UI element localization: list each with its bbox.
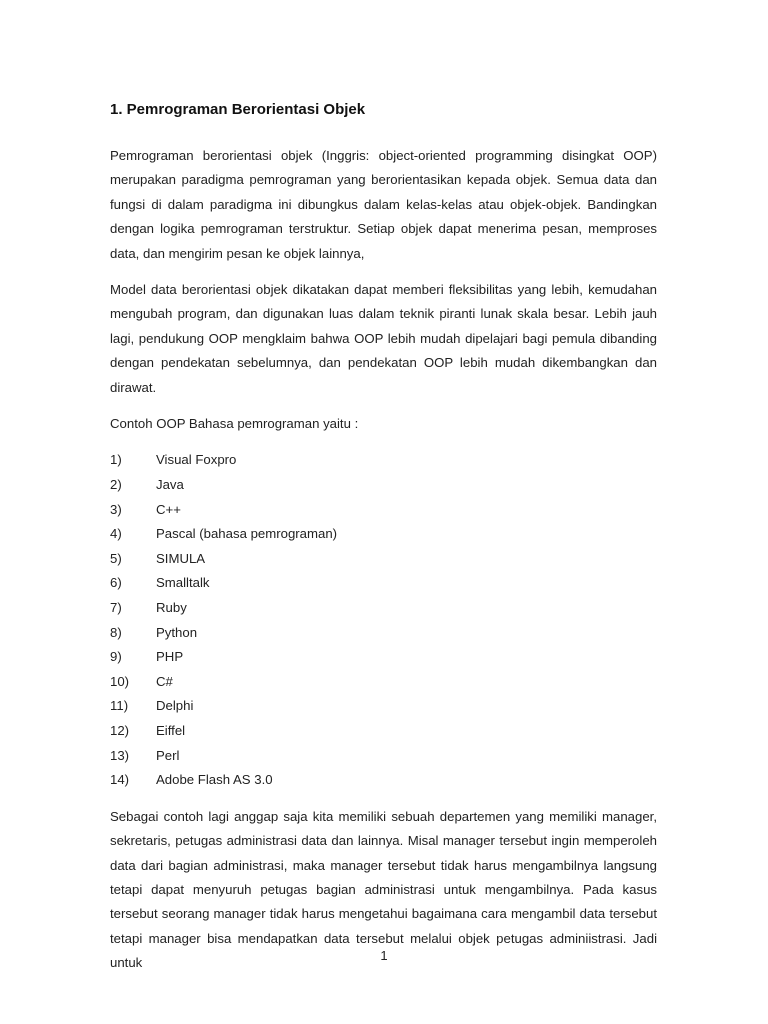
- list-item-text: Ruby: [156, 600, 187, 616]
- list-item-text: PHP: [156, 649, 184, 665]
- paragraph-examples-intro: Contoh OOP Bahasa pemrograman yaitu :: [110, 416, 359, 432]
- list-item-text: SIMULA: [156, 550, 206, 566]
- list-item: 12) Eiffel: [110, 719, 657, 744]
- list-item-text: Delphi: [156, 698, 194, 714]
- language-list: [110, 448, 657, 792]
- page-number: 1: [380, 948, 388, 963]
- list-item: 4) Pascal (bahasa pemrograman): [110, 522, 657, 547]
- paragraph-model: Model data berorientasi objek dikatakan dapat memberi fleksibilitas yang lebih, kemudahan mengubah program, dan digunakan luas dalam teknik piranti lunak skala besar. Lebih jauh lagi, pendukung OOP mengklaim bahwa OOP lebih mudah dipelajari bagi pemula dibanding dengan pendekatan sebelumnya, dan pendekatan OOP lebih mudah dikembangkan dan dirawat.: [110, 282, 657, 395]
- list-item: 13) Perl: [110, 744, 657, 769]
- list-item-text: Python: [156, 624, 198, 640]
- list-item-text: Eiffel: [156, 723, 186, 738]
- list-item: 5) SIMULA: [110, 547, 657, 572]
- list-item-text: C#: [156, 673, 173, 689]
- list-item: 3) C++: [110, 498, 657, 523]
- list-item: 2) Java: [110, 473, 657, 498]
- list-item: 1) Visual Foxpro: [110, 448, 657, 473]
- paragraph-example-department: Sebagai contoh lagi anggap saja kita memiliki sebuah departemen yang memiliki manager, sekretaris, petugas administrasi data dan lainnya. Misal manager tersebut ingin memperoleh data dari bagian administrasi, maka manager tersebut tidak harus mengambilnya langsung tetapi dapat menyuruh petugas bagian administrasi untuk mengambilnya. Pada kasus tersebut seorang manager tidak harus mengetahui bagaimana cara mengambil data tersebut tetapi manager bisa mendapatkan data tersebut melalui objek petugas adminiistrasi. Jadi untuk: [110, 808, 657, 971]
- list-item: 11) Delphi: [110, 694, 657, 719]
- list-item: 9) PHP: [110, 645, 657, 670]
- paragraph-definition: Pemrograman berorientasi objek (Inggris: object-oriented programming disingkat OOP) merupakan paradigma pemrograman yang berorientasikan kepada objek. Semua data dan fungsi di dalam paradigma ini dibungkus dalam kelas-kelas atau objek-objek. Bandingkan dengan logika pemrograman terstruktur. Setiap objek dapat menerima pesan, memproses data, dan mengirim pesan ke objek lainnya,: [110, 148, 657, 261]
- list-item-text: C++: [156, 501, 181, 517]
- list-item: 14) Adobe Flash AS 3.0: [110, 768, 657, 793]
- list-item-text: Pascal (bahasa pemrograman): [156, 526, 338, 542]
- list-item: 7) Ruby: [110, 596, 657, 621]
- list-item-text: Perl: [156, 747, 180, 763]
- list-item: 10) C#: [110, 670, 657, 695]
- list-item-text: Smalltalk: [156, 575, 210, 591]
- list-item-text: Visual Foxpro: [156, 452, 237, 468]
- section-heading: 1. Pemrograman Berorientasi Objek: [110, 101, 366, 118]
- list-item-text: Java: [156, 477, 184, 493]
- page-content: [110, 98, 657, 988]
- list-item-text: Adobe Flash AS 3.0: [156, 772, 273, 788]
- list-item: 6) Smalltalk: [110, 571, 657, 596]
- list-item: 8) Python: [110, 621, 657, 646]
